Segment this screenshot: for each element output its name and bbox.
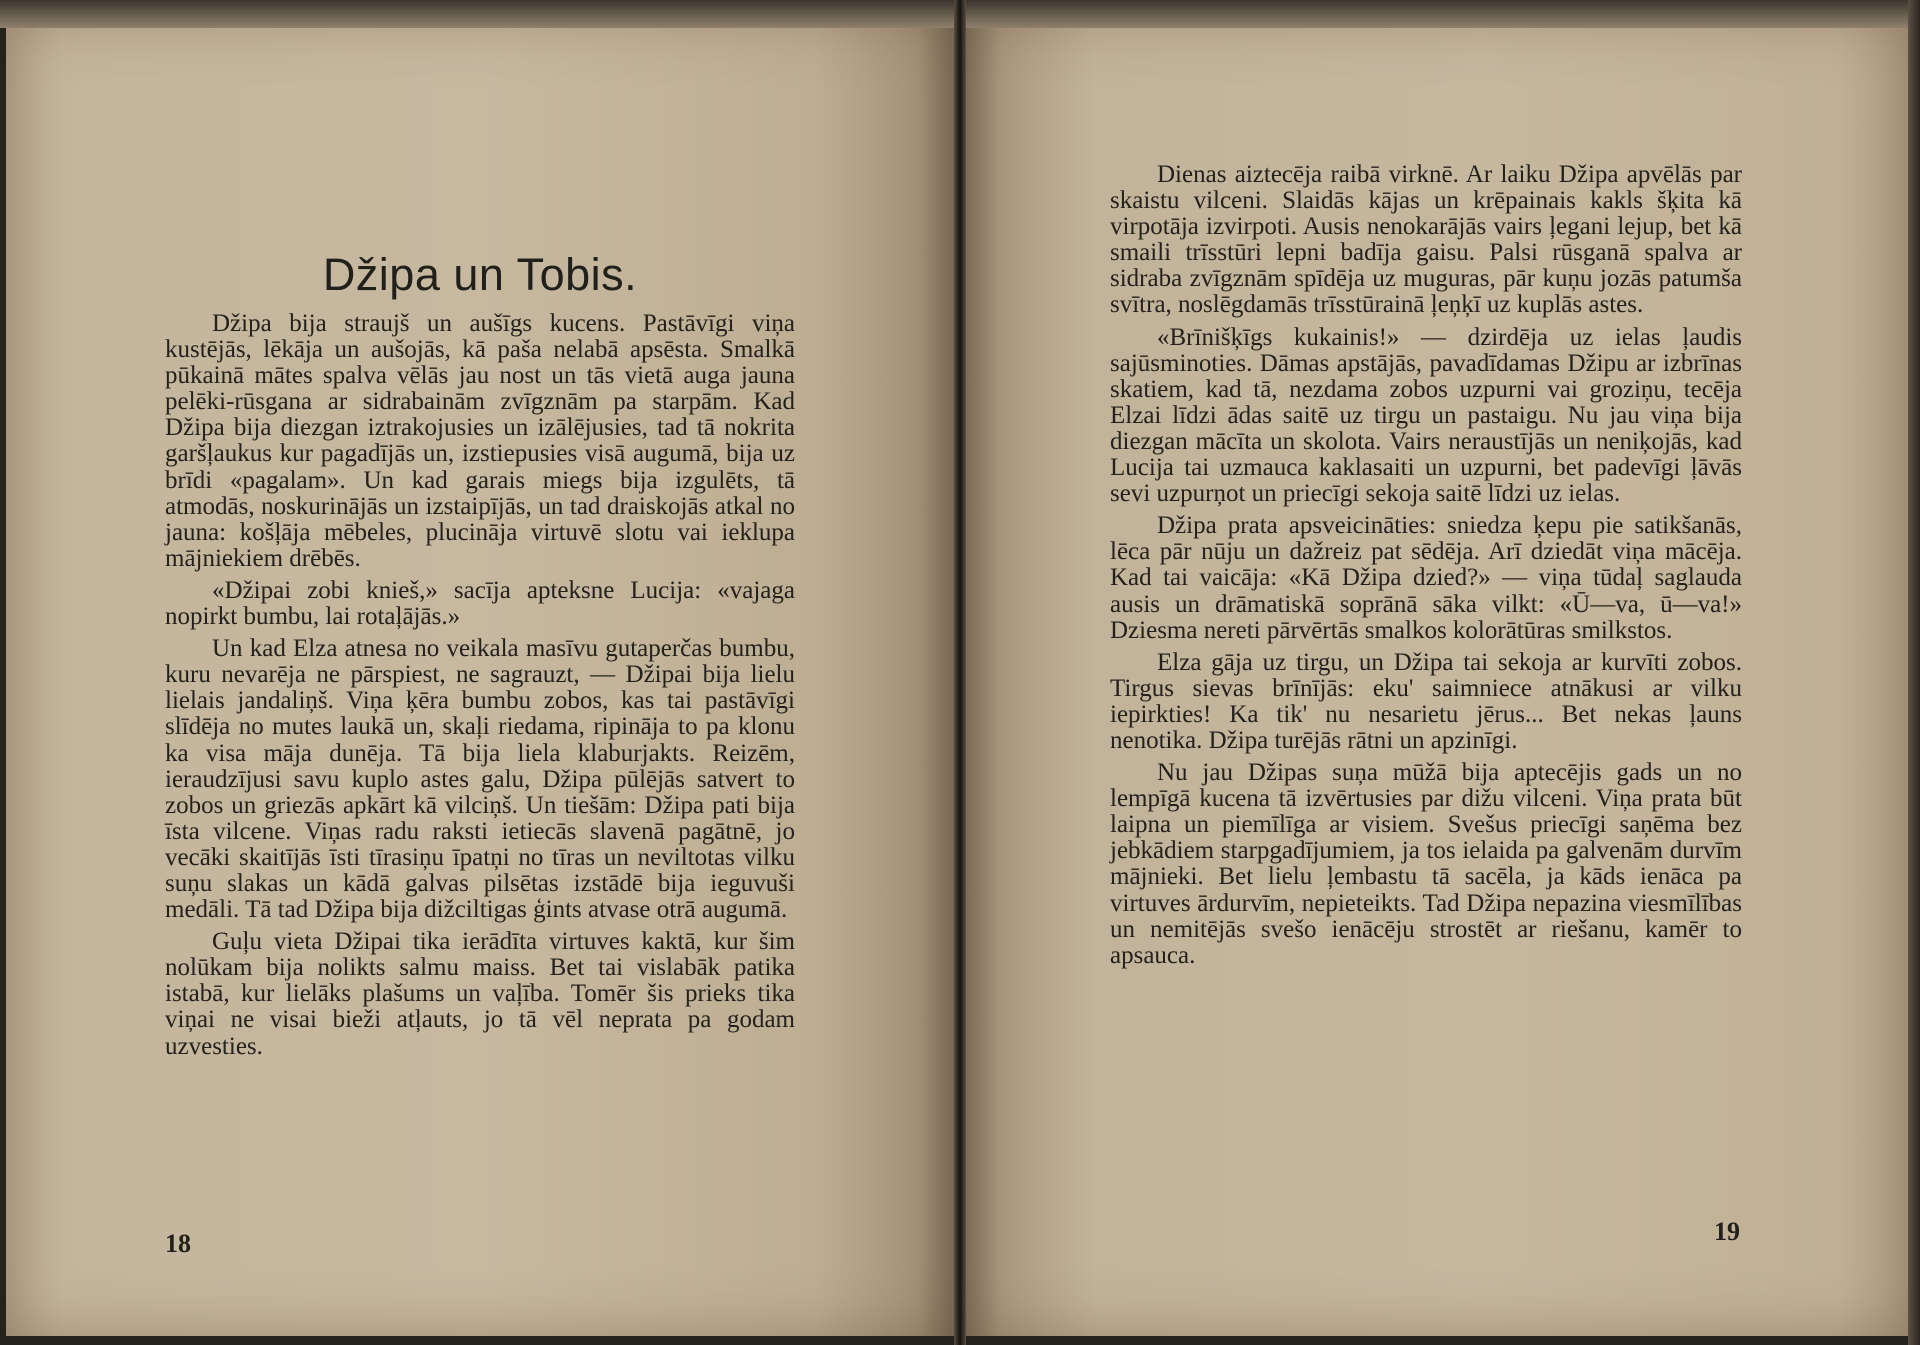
story-title: Džipa un Tobis. [322,249,638,300]
right-paragraph-2: «Brīnišķīgs kukainis!» — dzirdēja uz ielas ļaudis sajūsminoties. Dāmas apstājās, pavadīdamas Džipu ar izbrīnas skatiem, kad tā, nezdama zobos uzpurni vai groziņu, tecēja Elzai līdzi ādas saitē uz tirgu un pastaigu. Nu jau viņa bija diezgan mācīta un skolota. Vairs neraustījās un neniķojās, kad Lucija tai uzmauca kaklasaiti un uzpurni, bet padevīgi ļāvās sevi uzpurņot un priecīgi sekoja saitē līdzi uz ielas. [1110,323,1742,508]
page-number-left: 18 [165,1229,191,1258]
right-paragraph-3: Džipa prata apsveicināties: sniedza ķepu pie satikšanās, lēca pār nūju un dažreiz pat sēdēja. Arī dziedāt viņa mācēja. Kad tai vaicāja: «Kā Džipa dzied?» — viņa tūdaļ saglauda ausis un drāmatiskā soprānā sāka vilkt: «Ū—va, ū—va!» Dziesma nereti pārvērtās smalkos kolorātūras smilkstos. [1110,512,1742,644]
left-paragraph-3: Un kad Elza atnesa no veikala masīvu gutaperčas bumbu, kuru nevarēja ne pārspiest, ne sagrauzt, — Džipai bija lielu lielais jandaliņš. Viņa ķēra bumbu zobos, kas tai pastāvīgi slīdēja no mutes laukā un, skaļi riedama, ripināja to pa klonu ka visa māja dunēja. Tā bija liela klaburjakts. Reizēm, ieraudzījusi savu kuplo astes galu, Džipa pūlējās satvert to zobos un griezās apkārt kā vilciņš. Un tiešām: Džipa pati bija īsta vilcene. Viņas radu raksti ietiecās slavenā pagātnē, jo vecāki skaitījās īsti tīrasiņu īpatņi no tīras un neviltotas vilku suņu slakas un kādā galvas pilsētas izstādē bija ieguvuši medāli. Tā tad Džipa bija dižciltigas ģints atvase otrā augumā. [165,635,795,924]
left-page [6,18,956,1336]
left-paragraph-2: «Džipai zobi knieš,» sacīja apteksne Lucija: «vajaga nopirkt bumbu, lai rotaļājās.» [165,576,795,631]
book-gutter [954,0,966,1345]
right-page [962,18,1912,1336]
right-paragraph-1: Dienas aiztecēja raibā virknē. Ar laiku Džipa apvēlās par skaistu vilceni. Slaidās kājas un krēpainais kakls šķita kā virpotāja izvirpoti. Ausis nenokarājās vairs ļegani lejup, bet kā smaili trīsstūri lepni badīja gaisu. Palsi rūsganā spalva ar sidraba zvīgznām spīdēja uz muguras, pār kuņu jozās patumša svītra, noslēgdamās trīsstūrainā ļeņķī uz kuplās astes. [1110,161,1742,319]
right-paragraph-5: Nu jau Džipas suņa mūžā bija aptecējis gads un no lempīgā kucena tā izvērtusies par dižu vilceni. Viņa prata būt laipna un piemīlīga ar visiem. Svešus priecīgi saņēma bez jebkādiem starpgadījumiem, ja tos ielaida pa galvenām durvīm mājnieki. Bet lielu ļembastu tā sacēla, ja kāds ienāca pa virtuves ārdurvīm, nepieteikts. Tad Džipa nepazina viesmīlības un nemitējās svešo ienācēju strostēt ar riešanu, kamēr to apsauca. [1110,759,1742,969]
right-page-body [1110,162,1742,975]
page-number-right: 19 [1714,1217,1740,1246]
book-edge-right [1908,0,1920,1345]
left-paragraph-4: Guļu vieta Džipai tika ierādīta virtuves kaktā, kur šim nolūkam bija nolikts salmu maiss. Bet tai vislabāk patika istabā, kur lielāks plašums un vaļība. Tomēr šis prieks tika viņai ne visai bieži atļauts, jo tā vēl neprata pa godam uzvesties. [165,928,795,1060]
left-page-body [165,311,795,1066]
left-paragraph-1: Džipa bija straujš un aušīgs kucens. Pastāvīgi viņa kustējās, lēkāja un aušojās, kā paša nelabā apsēsta. Smalkā pūkainā mātes spalva vēlās jau nost un tās vietā auga jauna pelēki-rūsgana ar sidrabainām zvīgznām pa starpām. Kad Džipa bija diezgan iztrakojusies un izālējusies, tad tā nokrita garšļaukus kur pagadījās un, izstiepusies visā augumā, bija uz brīdi «pagalam». Un kad garais miegs bija izgulēts, tā atmodās, noskurinājās un izstaipījās, un tad draiskojās atkal no jauna: košļāja mēbeles, plucināja virtuvē slotu vai ieklupa mājniekiem drēbēs. [165,310,795,572]
page-top-edge-right [958,0,1920,28]
page-top-edge-left [0,0,958,28]
right-paragraph-4: Elza gāja uz tirgu, un Džipa tai sekoja ar kurvīti zobos. Tirgus sievas brīnījās: eku' saimniece atnākusi ar vilku iepirkties! Ka tik' nu nesarietu jērus... Bet nekas ļauns nenotika. Džipa turējās rātni un apzinīgi. [1110,648,1742,754]
